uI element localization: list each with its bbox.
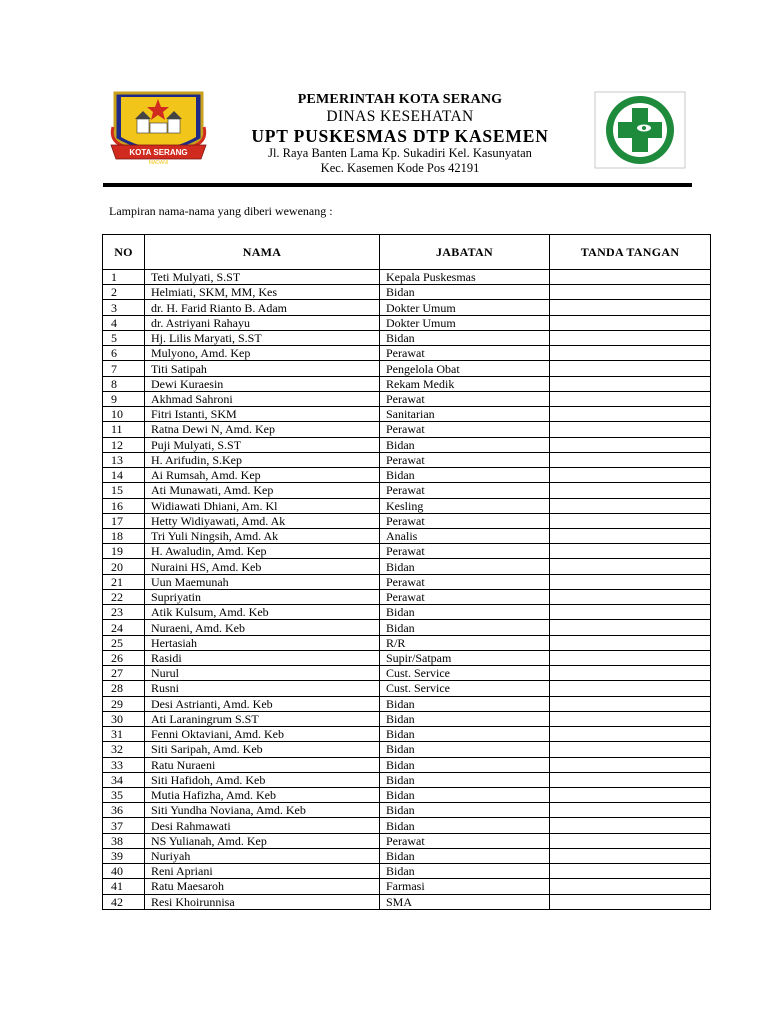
row-position: Dokter Umum — [380, 300, 550, 315]
row-signature — [550, 757, 711, 772]
table-row — [103, 711, 711, 726]
row-name: Ratu Nuraeni — [145, 757, 380, 772]
table-row — [103, 559, 711, 574]
table-row — [103, 620, 711, 635]
row-signature — [550, 574, 711, 589]
row-signature — [550, 650, 711, 665]
row-signature — [550, 589, 711, 604]
row-position: Perawat — [380, 346, 550, 361]
row-signature — [550, 270, 711, 285]
row-number: 27 — [103, 666, 145, 681]
row-signature — [550, 742, 711, 757]
table-row — [103, 574, 711, 589]
row-name: Supriyatin — [145, 589, 380, 604]
row-number: 30 — [103, 711, 145, 726]
row-number: 36 — [103, 803, 145, 818]
table-row — [103, 742, 711, 757]
row-name: Mutia Hafizha, Amd. Keb — [145, 787, 380, 802]
emblem-motto-text: MADANI — [148, 160, 169, 166]
kota-serang-emblem-icon — [107, 87, 210, 167]
row-number: 29 — [103, 696, 145, 711]
row-signature — [550, 285, 711, 300]
row-number: 21 — [103, 574, 145, 589]
row-position: Bidan — [380, 468, 550, 483]
row-position: Bidan — [380, 605, 550, 620]
row-number: 26 — [103, 650, 145, 665]
row-number: 19 — [103, 544, 145, 559]
table-row — [103, 803, 711, 818]
table-row — [103, 391, 711, 406]
row-number: 2 — [103, 285, 145, 300]
row-signature — [550, 346, 711, 361]
health-cross-icon — [594, 91, 686, 169]
row-position: Supir/Satpam — [380, 650, 550, 665]
authorized-staff-table — [102, 234, 711, 910]
letterhead-agency: DINAS KESEHATAN — [326, 108, 474, 125]
row-name: Nuriyah — [145, 848, 380, 863]
row-number: 41 — [103, 879, 145, 894]
row-position: Perawat — [380, 544, 550, 559]
table-row — [103, 727, 711, 742]
row-signature — [550, 894, 711, 909]
row-number: 3 — [103, 300, 145, 315]
row-signature — [550, 407, 711, 422]
row-position: Bidan — [380, 727, 550, 742]
row-number: 23 — [103, 605, 145, 620]
row-signature — [550, 711, 711, 726]
column-header-no: NO — [103, 235, 145, 270]
table-row — [103, 650, 711, 665]
row-position: Bidan — [380, 742, 550, 757]
row-number: 22 — [103, 589, 145, 604]
row-name: Nuraini HS, Amd. Keb — [145, 559, 380, 574]
row-name: Desi Astrianti, Amd. Keb — [145, 696, 380, 711]
row-number: 20 — [103, 559, 145, 574]
row-position: Perawat — [380, 483, 550, 498]
table-row — [103, 498, 711, 513]
row-signature — [550, 498, 711, 513]
row-name: Hj. Lilis Maryati, S.ST — [145, 330, 380, 345]
table-row — [103, 864, 711, 879]
row-name: Ratu Maesaroh — [145, 879, 380, 894]
table-row — [103, 757, 711, 772]
table-body — [103, 270, 711, 910]
row-signature — [550, 315, 711, 330]
row-number: 7 — [103, 361, 145, 376]
row-number: 38 — [103, 833, 145, 848]
table-row — [103, 422, 711, 437]
letterhead-institution: UPT PUSKESMAS DTP KASEMEN — [251, 126, 549, 146]
table-row — [103, 315, 711, 330]
table-row — [103, 772, 711, 787]
row-number: 1 — [103, 270, 145, 285]
row-position: Bidan — [380, 437, 550, 452]
row-position: Cust. Service — [380, 681, 550, 696]
letterhead-address: Jl. Raya Banten Lama Kp. Sukadiri Kel. Kasunyatan — [268, 146, 532, 160]
row-number: 12 — [103, 437, 145, 452]
row-name: Resi Khoirunnisa — [145, 894, 380, 909]
row-name: Tri Yuli Ningsih, Amd. Ak — [145, 528, 380, 543]
row-signature — [550, 727, 711, 742]
row-number: 18 — [103, 528, 145, 543]
row-name: Rusni — [145, 681, 380, 696]
row-position: Sanitarian — [380, 407, 550, 422]
row-position: Cust. Service — [380, 666, 550, 681]
row-signature — [550, 696, 711, 711]
row-position: Bidan — [380, 330, 550, 345]
row-position: Kesling — [380, 498, 550, 513]
row-position: Pengelola Obat — [380, 361, 550, 376]
row-name: H. Awaludin, Amd. Kep — [145, 544, 380, 559]
row-position: Dokter Umum — [380, 315, 550, 330]
row-name: Ati Laraningrum S.ST — [145, 711, 380, 726]
row-position: Bidan — [380, 803, 550, 818]
row-position: R/R — [380, 635, 550, 650]
row-signature — [550, 864, 711, 879]
row-position: Bidan — [380, 848, 550, 863]
row-signature — [550, 772, 711, 787]
row-name: Siti Saripah, Amd. Keb — [145, 742, 380, 757]
row-position: Bidan — [380, 757, 550, 772]
row-name: Akhmad Sahroni — [145, 391, 380, 406]
row-name: Nuraeni, Amd. Keb — [145, 620, 380, 635]
row-position: Bidan — [380, 787, 550, 802]
row-signature — [550, 879, 711, 894]
row-signature — [550, 681, 711, 696]
row-name: Siti Hafidoh, Amd. Keb — [145, 772, 380, 787]
row-name: Uun Maemunah — [145, 574, 380, 589]
row-signature — [550, 513, 711, 528]
row-position: Bidan — [380, 818, 550, 833]
row-number: 34 — [103, 772, 145, 787]
table-row — [103, 589, 711, 604]
table-row — [103, 635, 711, 650]
row-number: 32 — [103, 742, 145, 757]
table-row — [103, 513, 711, 528]
row-name: Mulyono, Amd. Kep — [145, 346, 380, 361]
row-number: 8 — [103, 376, 145, 391]
row-number: 31 — [103, 727, 145, 742]
column-header-nama: NAMA — [145, 235, 380, 270]
row-name: Widiawati Dhiani, Am. Kl — [145, 498, 380, 513]
row-number: 14 — [103, 468, 145, 483]
row-number: 9 — [103, 391, 145, 406]
row-signature — [550, 635, 711, 650]
row-position: Farmasi — [380, 879, 550, 894]
table-row — [103, 300, 711, 315]
row-name: Reni Apriani — [145, 864, 380, 879]
row-position: Rekam Medik — [380, 376, 550, 391]
row-number: 13 — [103, 452, 145, 467]
row-name: Desi Rahmawati — [145, 818, 380, 833]
table-row — [103, 894, 711, 909]
row-position: Bidan — [380, 620, 550, 635]
table-row — [103, 544, 711, 559]
row-name: Rasidi — [145, 650, 380, 665]
table-row — [103, 270, 711, 285]
row-number: 33 — [103, 757, 145, 772]
row-signature — [550, 361, 711, 376]
row-signature — [550, 559, 711, 574]
row-signature — [550, 544, 711, 559]
table-row — [103, 407, 711, 422]
row-name: NS Yulianah, Amd. Kep — [145, 833, 380, 848]
table-row — [103, 330, 711, 345]
row-number: 28 — [103, 681, 145, 696]
row-position: Perawat — [380, 574, 550, 589]
row-position: Perawat — [380, 422, 550, 437]
table-row — [103, 848, 711, 863]
row-signature — [550, 437, 711, 452]
table-row — [103, 696, 711, 711]
row-number: 37 — [103, 818, 145, 833]
letterhead-postcode: Kec. Kasemen Kode Pos 42191 — [320, 161, 480, 175]
row-position: Bidan — [380, 285, 550, 300]
row-signature — [550, 391, 711, 406]
row-name: dr. H. Farid Rianto B. Adam — [145, 300, 380, 315]
table-row — [103, 483, 711, 498]
table-row — [103, 376, 711, 391]
row-signature — [550, 818, 711, 833]
table-row — [103, 437, 711, 452]
row-name: Atik Kulsum, Amd. Keb — [145, 605, 380, 620]
row-number: 11 — [103, 422, 145, 437]
row-name: Siti Yundha Noviana, Amd. Keb — [145, 803, 380, 818]
row-number: 10 — [103, 407, 145, 422]
row-position: Perawat — [380, 833, 550, 848]
letterhead-divider — [103, 183, 692, 187]
column-header-jabatan: JABATAN — [380, 235, 550, 270]
row-name: H. Arifudin, S.Kep — [145, 452, 380, 467]
row-name: Ati Munawati, Amd. Kep — [145, 483, 380, 498]
row-number: 4 — [103, 315, 145, 330]
letterhead — [220, 92, 580, 176]
table-row — [103, 346, 711, 361]
row-position: Perawat — [380, 589, 550, 604]
row-position: Bidan — [380, 772, 550, 787]
row-name: Titi Satipah — [145, 361, 380, 376]
row-signature — [550, 422, 711, 437]
row-name: Teti Mulyati, S.ST — [145, 270, 380, 285]
row-signature — [550, 468, 711, 483]
table-row — [103, 833, 711, 848]
row-number: 16 — [103, 498, 145, 513]
row-number: 15 — [103, 483, 145, 498]
table-row — [103, 285, 711, 300]
table-row — [103, 361, 711, 376]
emblem-banner-text: KOTA SERANG — [129, 148, 188, 157]
table-row — [103, 666, 711, 681]
table-row — [103, 818, 711, 833]
row-signature — [550, 833, 711, 848]
row-position: Bidan — [380, 864, 550, 879]
table-row — [103, 468, 711, 483]
row-signature — [550, 300, 711, 315]
row-signature — [550, 483, 711, 498]
table-row — [103, 879, 711, 894]
row-number: 25 — [103, 635, 145, 650]
table-row — [103, 528, 711, 543]
row-number: 17 — [103, 513, 145, 528]
row-signature — [550, 605, 711, 620]
row-number: 24 — [103, 620, 145, 635]
table-row — [103, 787, 711, 802]
row-signature — [550, 848, 711, 863]
row-name: Ai Rumsah, Amd. Kep — [145, 468, 380, 483]
row-number: 40 — [103, 864, 145, 879]
row-position: Analis — [380, 528, 550, 543]
table-row — [103, 681, 711, 696]
table-header-row — [103, 235, 711, 270]
row-name: Ratna Dewi N, Amd. Kep — [145, 422, 380, 437]
row-signature — [550, 528, 711, 543]
row-position: Perawat — [380, 391, 550, 406]
row-position: Bidan — [380, 711, 550, 726]
row-name: Puji Mulyati, S.ST — [145, 437, 380, 452]
row-signature — [550, 452, 711, 467]
column-header-tanda-tangan: TANDA TANGAN — [550, 235, 711, 270]
row-name: Helmiati, SKM, MM, Kes — [145, 285, 380, 300]
row-signature — [550, 330, 711, 345]
row-name: dr. Astriyani Rahayu — [145, 315, 380, 330]
row-signature — [550, 666, 711, 681]
row-signature — [550, 376, 711, 391]
row-name: Hetty Widiyawati, Amd. Ak — [145, 513, 380, 528]
row-name: Fitri Istanti, SKM — [145, 407, 380, 422]
row-signature — [550, 787, 711, 802]
row-position: Bidan — [380, 696, 550, 711]
row-signature — [550, 620, 711, 635]
row-number: 6 — [103, 346, 145, 361]
row-name: Fenni Oktaviani, Amd. Keb — [145, 727, 380, 742]
row-number: 39 — [103, 848, 145, 863]
row-signature — [550, 803, 711, 818]
table-row — [103, 605, 711, 620]
row-position: Perawat — [380, 513, 550, 528]
row-number: 42 — [103, 894, 145, 909]
row-position: Perawat — [380, 452, 550, 467]
table-row — [103, 452, 711, 467]
row-name: Nurul — [145, 666, 380, 681]
row-name: Dewi Kuraesin — [145, 376, 380, 391]
intro-text: Lampiran nama-nama yang diberi wewenang : — [109, 204, 333, 218]
row-position: SMA — [380, 894, 550, 909]
row-name: Hertasiah — [145, 635, 380, 650]
letterhead-government: PEMERINTAH KOTA SERANG — [297, 92, 503, 107]
row-number: 5 — [103, 330, 145, 345]
row-number: 35 — [103, 787, 145, 802]
row-position: Kepala Puskesmas — [380, 270, 550, 285]
row-position: Bidan — [380, 559, 550, 574]
